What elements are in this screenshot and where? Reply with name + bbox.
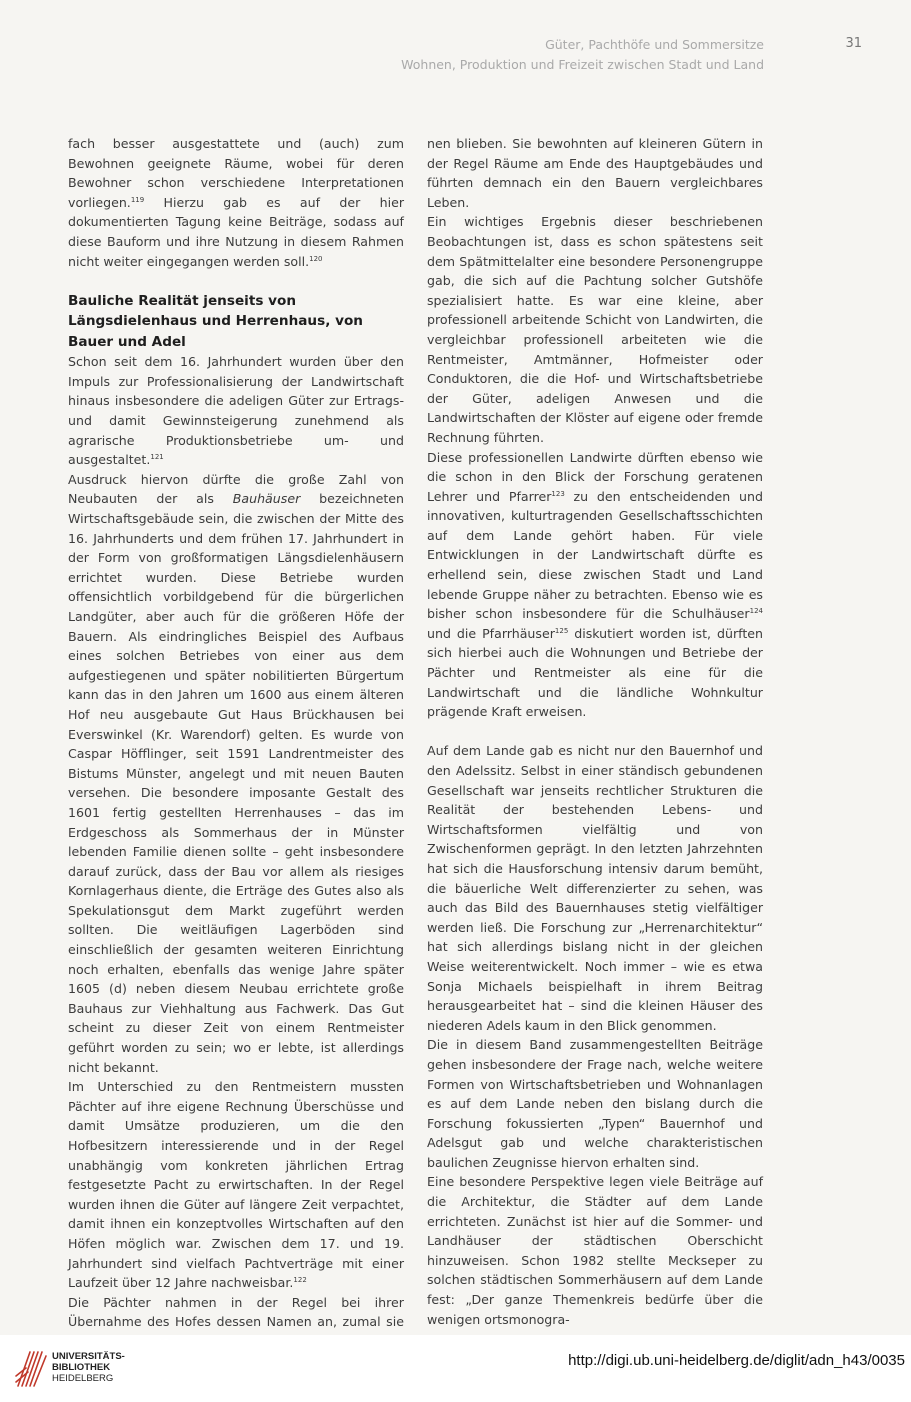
text-span: und die Pfarrhäuser	[427, 625, 555, 641]
library-name	[52, 1351, 125, 1384]
text-span: Schon seit dem 16. Jahrhundert wurden über den Impuls zur Professionalisierung der Landwirtschaft hinaus insbesondere die adeligen Güter zur Ertrags- und damit Gewinnsteigerung zunehmend als agrarische Produktionsbetriebe um- und ausgestaltet.	[68, 354, 404, 468]
paragraph-gap	[427, 722, 763, 742]
text-span: Die Pächter nahmen in der Regel bei ihrer Übernahme des Hofes dessen Namen an, zumal sie	[68, 1294, 404, 1330]
library-name-line: HEIDELBERG	[52, 1373, 114, 1384]
paragraph: nen blieben. Sie bewohnten auf kleineren Gütern in der Regel Räume am Ende des Hauptgebäudes und führten demnach ein den Bauern vergleichbares Leben.	[427, 136, 763, 210]
text-span: Ausdruck hiervon dürfte die große Zahl von Neubauten der als	[68, 471, 404, 507]
university-library-logo-icon	[12, 1346, 50, 1392]
paragraph	[68, 352, 404, 470]
text-span: diskutiert worden ist, dürften sich hierbei auch die Wohnungen und Betriebe der Pächter und Rentmeister als eine für die Landwirtschaft und die ländliche Wohnkultur prägende Kraft erweisen.	[427, 625, 763, 720]
permalink-url[interactable]: http://digi.ub.uni-heidelberg.de/diglit/adn_h43/0035	[568, 1352, 905, 1369]
text-span: zu den entscheidenden und innovativen, kulturtragenden Gesellschaftsschichten auf dem Lande gehört haben. Für viele Entwicklungen in der Landwirtschaft dürfte es erhellend sein, diese zwischen Stadt und Land lebende Gruppe näher zu betrachten. Ebenso wie es bisher schon insbesondere für die Schulhäuser	[427, 488, 764, 622]
paragraph	[68, 1077, 404, 1293]
section-heading: Bauliche Realität jenseits von Längsdielenhaus und Herrenhaus, von Bauer und Adel	[68, 292, 363, 350]
running-head-subtitle: Wohnen, Produktion und Freizeit zwischen Stadt und Land	[401, 57, 764, 72]
text-span: fach besser ausgestattete und (auch) zum Bewohnen geeignete Räume, wobei für deren Bewohner schon verschiedene Interpretationen vorliegen.	[68, 136, 404, 210]
paragraph: Auf dem Lande gab es nicht nur den Bauernhof und den Adelssitz. Selbst in einer ständisch gebundenen Gesellschaft war jenseits rechtlicher Strukturen die Realität der bestehenden Lebens- und Wirtschaftsformen vielfältig und von Zwischenformen geprägt. In den letzten Jahrzehnten hat sich die Hausforschung intensiv darum bemüht, die bäuerliche Welt differenzierter zu sehen, was auch das Bild des Bauernhauses stetig vielfältiger werden ließ. Die Forschung zur „Herrenarchitektur“ hat sich allerdings bislang nicht in der gleichen Weise weiterentwickelt. Noch immer – wie es etwa Sonja Michaels beispielhaft in ihrem Beitrag herausgearbeitet hat – sind die kleinen Häuser des niederen Adels kaum in den Blick genommen.	[427, 743, 763, 1033]
text-span: Im Unterschied zu den Rentmeistern mussten Pächter auf ihre eigene Rechnung Überschüsse und damit Umsätze produzieren, um die den Hofbesitzern interessierende und in der Regel unabhängig vom konkreten jährlichen Ertrag festgesetzte Pacht zu erwirtschaften. In der Regel wurden ihnen die Güter auf längere Zeit verpachtet, damit ihnen ein konzeptvolles Wirtschaften auf den Höfen möglich war. Zwischen dem 17. und 19. Jahrhundert sind vielfach Pachtverträge mit einer Laufzeit über 12 Jahre nachweisbar.	[68, 1079, 404, 1291]
text-span: bezeichneten Wirtschaftsgebäude sein, die zwischen der Mitte des 16. Jahrhunderts und dem frühen 17. Jahrhundert in der Form von großformatigen Längsdielenhäusern errichtet wurden. Diese Betriebe wurden offensichtlich vorbildgebend für die bürgerlichen Landgüter, aber auch für die größeren Höfe der Bauern. Als eindringliches Beispiel des Aufbaus eines solchen Betriebes von einer aus dem aufgestiegenen und später nobilitierten Bürgertum kann das in den Jahren um 1600 aus einem älteren Hof neu ausgebaute Gut Haus Brückhausen bei Everswinkel (Kr. Warendorf) gelten. Es wurde von Caspar Höfflinger, seit 1591 Landrentmeister des Bistums Münster, angelegt und mit neuen Bauten versehen. Die besondere imposante Gestalt des 1601 fertig gestellten Herrenhauses – das im Erdgeschoss als Sommerhaus der in Münster lebenden Familie dienen sollte – geht insbesondere darauf zurück, dass der Bau vor allem als riesiges Kornlagerhaus diente, die Erträge des Gutes also als Spekulationsgut dem Markt zugeführt werden sollten. Die weitläufigen Lagerböden sind einschließlich der gesamten weiteren Einrichtung noch erhalten, ebenfalls das wenige Jahre später 1605 (d) neben diesem Neubau errichtete große Bauhaus zur Viehhaltung aus Fachwerk. Das Gut scheint zu dieser Zeit von einem Rentmeister geführt worden zu sein; wo er lebte, ist allerdings nicht bekannt.	[68, 491, 404, 1075]
text-span: Diese professionellen Landwirte dürften ebenso wie die schon in den Blick der Forschung geratenen Lehrer und Pfarrer	[427, 449, 763, 504]
footnote-ref[interactable]: 123	[551, 489, 565, 498]
emphasis-term: Bauhäuser	[232, 491, 301, 507]
footnote-ref[interactable]: 124	[749, 607, 763, 616]
footnote-ref[interactable]: 125	[554, 626, 569, 635]
paragraph: Die in diesem Band zusammengestellten Beiträge gehen insbesondere der Frage nach, welche weitere Formen von Wirtschaftsbetrieben und Wohnanlagen es auf dem Lande neben den bislang durch die Forschung fokussierten „Typen“ Bauernhof und Adelsgut gab und welche charakteristischen baulichen Zeugnisse hiervon erhalten sind.	[427, 1037, 763, 1170]
footnote-ref[interactable]: 120	[309, 254, 323, 263]
paragraph: Ein wichtiges Ergebnis dieser beschriebenen Beobachtungen ist, dass es schon spätestens seit dem Spätmittelalter eine besondere Personengruppe gab, die sich auf die Pachtung solcher Gutshöfe spezialisiert hatte. Es war eine kleine, aber professionell arbeitende Schicht von Landwirten, die vergleichbar professionell arbeiteten wie die Rentmeister, Amtmänner, Hofmeister oder Conduktoren, die die Hof- und Wirtschaftsbetriebe der Güter, adeligen Anwesen und die Landwirtschaften der Klöster auf eigene oder fremde Rechnung führten.	[427, 214, 763, 445]
footnote-ref[interactable]: 119	[130, 195, 145, 204]
footnote-ref[interactable]: 122	[293, 1276, 307, 1285]
paragraph	[427, 448, 763, 722]
right-column	[427, 134, 763, 1329]
page-number: 31	[845, 36, 862, 51]
left-column	[68, 134, 404, 1335]
footnote-ref[interactable]: 121	[150, 453, 164, 462]
paragraph	[68, 134, 404, 271]
paragraph	[68, 470, 404, 1077]
text-span: Hierzu gab es auf der hier dokumentierten Tagung keine Beiträge, sodass auf diese Bauform und ihre Nutzung in diesem Rahmen nicht weiter eingegangen werden soll.	[68, 194, 404, 269]
paragraph	[68, 1293, 404, 1335]
paragraph-gap	[68, 271, 404, 291]
paragraph: Eine besondere Perspektive legen viele Beiträge auf die Architektur, die Städter auf dem Lande errichteten. Zunächst ist hier auf die Sommer- und Landhäuser der städtischen Oberschicht hinzuweisen. Schon 1982 stellte Meckseper zu solchen städtischen Sommerhäusern auf dem Lande fest: „Der ganze Themenkreis bedürfe über die wenigen ortsmonogra-	[427, 1174, 763, 1327]
library-name-line: BIBLIOTHEK	[52, 1362, 111, 1373]
library-name-line: UNIVERSITÄTS-	[52, 1351, 125, 1362]
viewer-footer	[0, 1335, 911, 1402]
running-head-title: Güter, Pachthöfe und Sommersitze	[545, 37, 764, 52]
